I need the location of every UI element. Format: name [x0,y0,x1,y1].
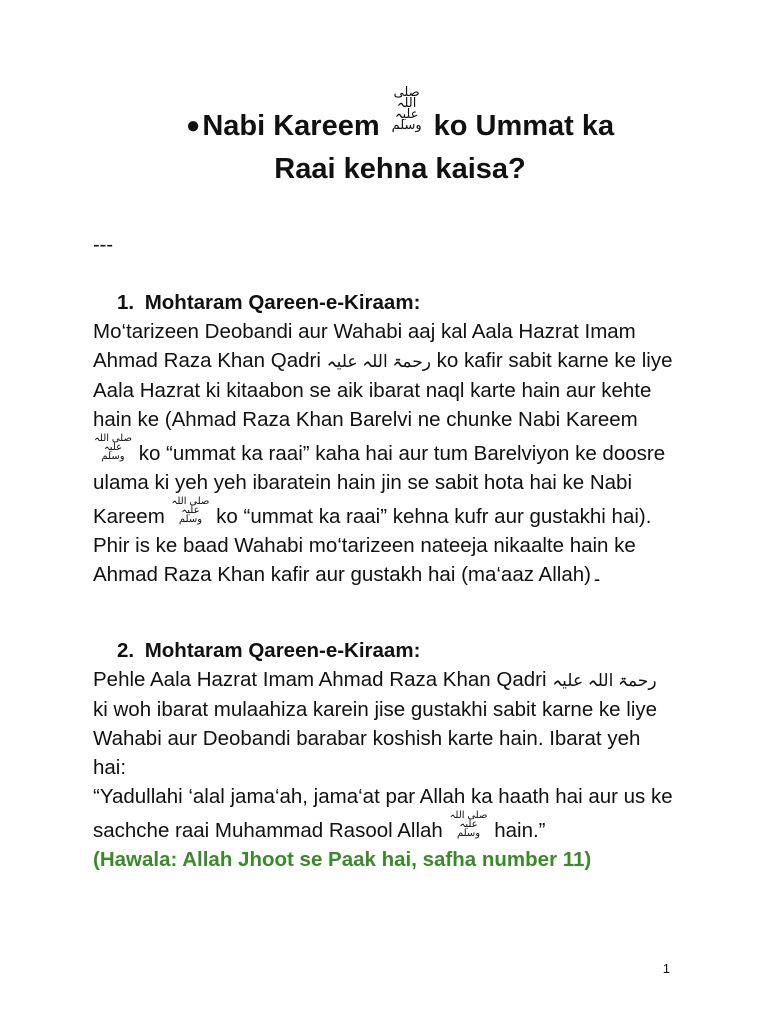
section-1-text-b: ko kafir sabit karne ke liye Aala Hazrat ki kitaabon se aik ibarat naql karte hain aur kehte hain ke (Ahmad Raza Khan Barelvi ne chunke Nabi Kareem [93,349,673,431]
section-2-honorific: صلی اللہ علیہ وسلم [449,810,488,839]
section-1-arabic-rahmatullah: رحمۃ اللہ علیہ [326,352,431,371]
title-text-end: ko Ummat ka [433,110,615,142]
section-1-text-a: Mo‘tarizeen Deobandi aur Wahabi aaj kal Aala Hazrat Imam Ahmad Raza Khan Qadri [93,320,636,372]
title-bullet: ● [185,112,201,139]
page-title [120,86,680,191]
separator: --- [93,234,113,256]
section-1-text-c: ko “ummat ka raai” kaha hai aur tum Barelviyon ke doosre ulama ki yeh yeh ibaratein hain jin se sabit hota hai ke Nabi Kareem [93,442,666,528]
section-2-arabic-rahmatullah: رحمۃ اللہ علیہ [552,671,657,690]
section-1-text-d: ko “ummat ka raai” kehna kufr aur gustakhi hai). Phir is ke baad Wahabi mo‘tarizeen nateeja nikaalte hain ke Ahmad Raza Khan kafir aur gustakh hai (ma‘aaz Allah)۔ [93,505,652,586]
section-2 [93,636,673,874]
section-1-heading [93,288,673,317]
section-2-text-b: ki woh ibarat mulaahiza karein jise gustakhi sabit karne ke liye Wahabi aur Deobandi barabar koshish karte hain. Ibarat yeh hai: [93,698,658,779]
section-1-paragraph [93,317,673,589]
section-1-honorific-1: صلی اللہ علیہ وسلم [94,433,132,462]
section-2-heading [93,636,673,665]
section-1-heading-text: Mohtaram Qareen-e-Kiraam: [144,291,421,314]
section-2-quote-a: “Yadullahi ‘alal jama‘ah, jama‘at par Allah ka haath hai aur us ke sachche raai Muhammad Rasool Allah [93,785,673,842]
section-2-quote-b: hain.” [488,819,546,842]
reference-citation: (Hawala: Allah Jhoot se Paak hai, safha number 11) [93,848,592,871]
section-2-paragraph [93,665,673,782]
section-1 [93,288,673,589]
title-honorific: صلی اللہ علیہ وسلم [391,84,422,132]
page-number: 1 [662,961,670,976]
section-2-quote [93,782,673,845]
section-2-text-a: Pehle Aala Hazrat Imam Ahmad Raza Khan Qadri [93,668,553,691]
section-1-honorific-2: صلی اللہ علیہ وسلم [171,496,210,525]
section-2-heading-text: Mohtaram Qareen-e-Kiraam: [144,639,421,662]
title-line-2: Raai kehna kaisa? [274,153,526,185]
title-text-start: Nabi Kareem [202,110,380,142]
section-2-number: 2. [117,639,135,662]
section-1-number: 1. [117,291,135,314]
